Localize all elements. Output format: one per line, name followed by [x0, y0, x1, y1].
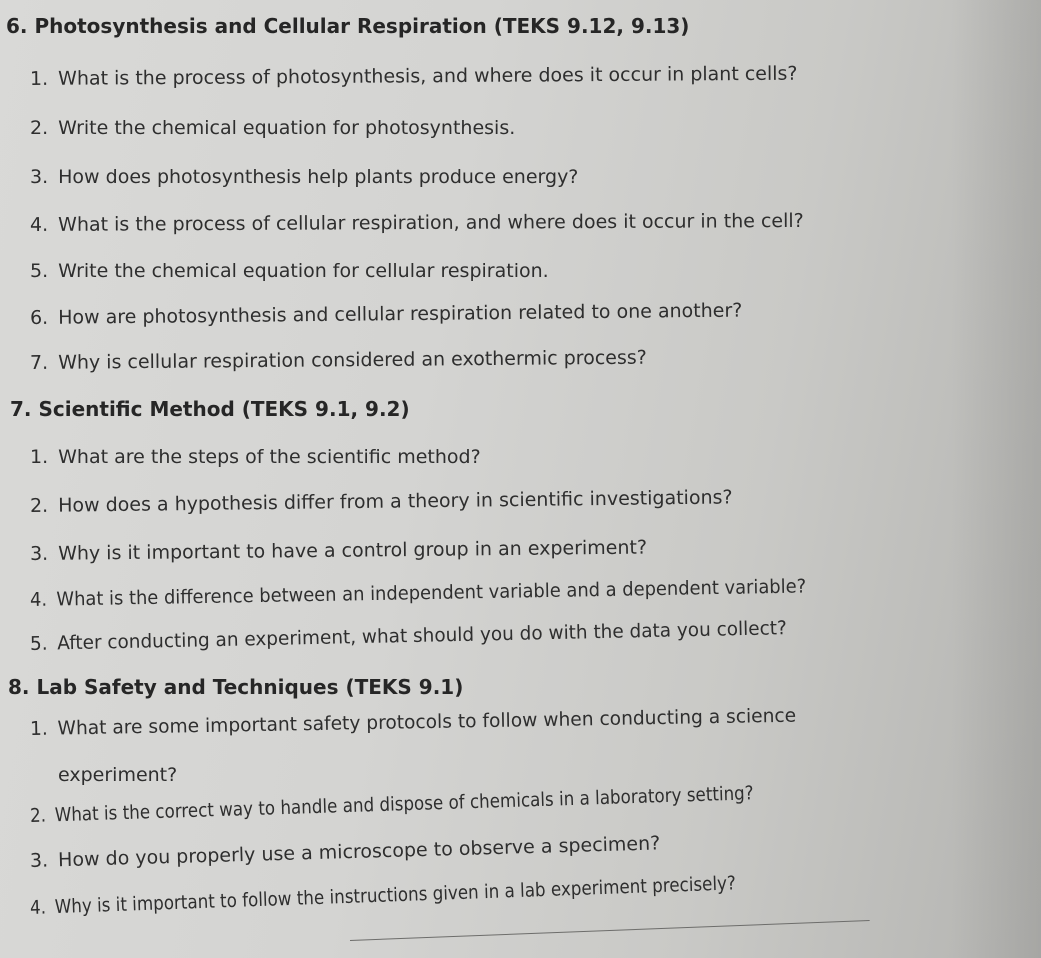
- question-item: 7. Why is cellular respiration considered an exothermic process?: [29, 346, 647, 374]
- section-title-photosynthesis: 6. Photosynthesis and Cellular Respiration (TEKS 9.12, 9.13): [6, 14, 690, 38]
- question-item: 1. What are the steps of the scientific method?: [30, 446, 481, 468]
- question-item: 3. Why is it important to have a control group in an experiment?: [29, 536, 648, 565]
- question-item-continuation: experiment?: [58, 764, 178, 786]
- question-item: 6. How are photosynthesis and cellular respiration related to one another?: [29, 299, 743, 329]
- question-item: 5. After conducting an experiment, what should you do with the data you collect?: [29, 617, 787, 655]
- page-shadow: [951, 0, 1041, 958]
- question-item: 1. What are some important safety protocols to follow when conducting a science: [29, 704, 797, 740]
- question-item: 2. How does a hypothesis differ from a theory in scientific investigations?: [29, 486, 733, 517]
- question-item: 4. What is the process of cellular respiration, and where does it occur in the cell?: [29, 209, 804, 236]
- question-item: 5. Write the chemical equation for cellular respiration.: [30, 260, 549, 282]
- question-item: 4. Why is it important to follow the instructions given in a lab experiment precisely?: [29, 872, 737, 919]
- section-title-scientific-method: 7. Scientific Method (TEKS 9.1, 9.2): [10, 397, 410, 421]
- question-item: 2. Write the chemical equation for photosynthesis.: [30, 117, 516, 139]
- question-item: 4. What is the difference between an independent variable and a dependent variable?: [29, 575, 807, 611]
- question-item: 2. What is the correct way to handle and dispose of chemicals in a laboratory setting?: [29, 782, 754, 827]
- question-item: 1. What is the process of photosynthesis, and where does it occur in plant cells?: [29, 62, 798, 90]
- section-title-lab-safety: 8. Lab Safety and Techniques (TEKS 9.1): [8, 675, 464, 699]
- question-item: 3. How does photosynthesis help plants produce energy?: [30, 166, 579, 188]
- question-item: 3. How do you properly use a microscope to observe a specimen?: [29, 832, 661, 872]
- answer-line: [350, 920, 870, 941]
